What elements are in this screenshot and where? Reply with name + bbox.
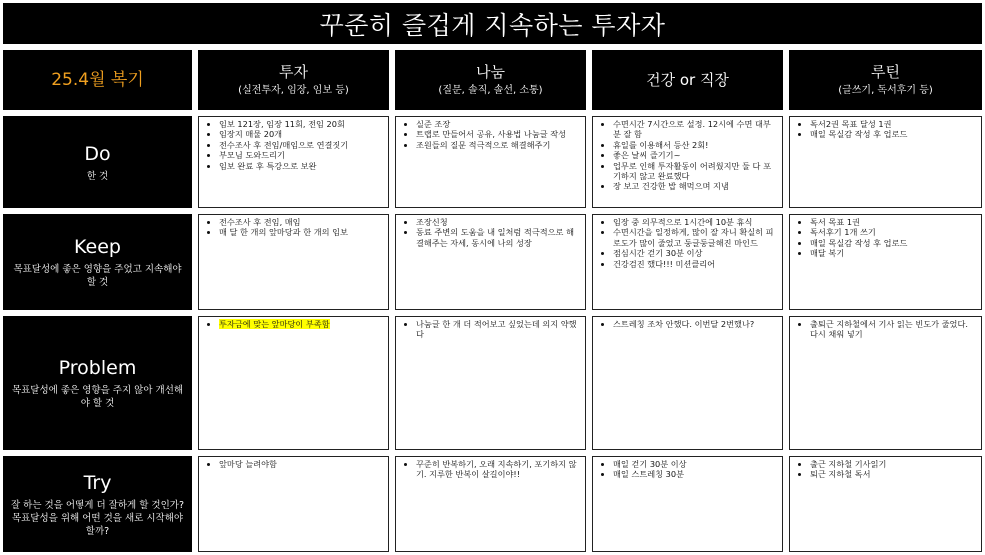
list-item: • 임보 121장, 임장 11회, 전임 20회 xyxy=(219,119,384,129)
list-item: • 매달 복기 xyxy=(810,248,977,258)
row-subtitle: 목표달성에 좋은 영향을 주지 않아 개선해야 할 것 xyxy=(11,385,184,409)
list-item: • 임장지 매물 20개 xyxy=(219,129,384,139)
list-item: • 퇴근 지하철 독서 xyxy=(810,469,977,479)
list-item: • 매일 목실감 작성 후 업로드 xyxy=(810,129,977,139)
cell-keep-investment xyxy=(198,214,389,310)
list-item: • 독서2권 목표 달성 1권 xyxy=(810,119,977,129)
bullet-list xyxy=(794,217,977,259)
list-item: • 수면시간을 일정하게, 많이 잘 자니 확실히 피로도가 많이 줄었고 둥글둥글해진 마인드 xyxy=(613,227,778,248)
cell-try-investment xyxy=(198,456,389,552)
list-item: • 전수조사 후 전임/매임으로 연결짓기 xyxy=(219,140,384,150)
list-item: • 장 보고 건강한 밥 해먹으며 지냄 xyxy=(613,181,778,191)
list-item: • 나눔글 한 개 더 적어보고 싶었는데 의지 약했다 xyxy=(416,319,581,340)
list-item: • 앞마당 늘려야함 xyxy=(219,459,384,469)
cell-try-sharing xyxy=(395,456,586,552)
list-item: • 스트레칭 조차 안했다. 이번달 2번했나? xyxy=(613,319,778,329)
page-title: 꾸준히 즐겁게 지속하는 투자자 xyxy=(3,3,982,44)
list-item xyxy=(219,319,384,329)
bullet-list xyxy=(400,319,581,340)
list-item: • 전수조사 후 전임, 매임 xyxy=(219,217,384,227)
bullet-list xyxy=(794,119,977,140)
list-item: • 조장신청 xyxy=(416,217,581,227)
row-subtitle: 한 것 xyxy=(86,170,109,182)
bullet-list xyxy=(400,459,581,480)
column-subtitle: (글쓰기, 독서후기 등) xyxy=(838,84,933,96)
list-item: • 매일 걷기 30분 이상 xyxy=(613,459,778,469)
bullet-list xyxy=(597,319,778,329)
cell-keep-sharing xyxy=(395,214,586,310)
review-period-label: 25.4월 복기 xyxy=(51,69,144,90)
row-subtitle: 잘 하는 것을 어떻게 더 잘하게 할 것인가? 목표달성을 위해 어떤 것을 새로 시작해야 할까? xyxy=(10,499,184,537)
column-subtitle: (질문, 솔직, 솔선, 소통) xyxy=(438,84,543,96)
bullet-list xyxy=(794,319,977,340)
list-item: • 출근 지하철 기사읽기 xyxy=(810,459,977,469)
column-title: 루틴 xyxy=(871,62,900,81)
list-item: • 동료 주변의 도움을 내 일처럼 적극적으로 해결해주는 자세, 동시에 나의 성장 xyxy=(416,227,581,248)
column-header-health-work xyxy=(592,50,783,110)
list-item: • 매 달 한 개의 앞마당과 한 개의 임보 xyxy=(219,227,384,237)
cell-problem-investment xyxy=(198,316,389,450)
cell-keep-routine xyxy=(789,214,982,310)
bullet-list xyxy=(794,459,977,480)
bullet-list xyxy=(203,217,384,238)
list-item: • 임보 완료 후 특강으로 보완 xyxy=(219,161,384,171)
cell-try-routine xyxy=(789,456,982,552)
cell-keep-health-work xyxy=(592,214,783,310)
row-label-keep xyxy=(3,214,192,310)
list-item: • 독서후기 1개 쓰기 xyxy=(810,227,977,237)
list-item: • 매일 목실감 작성 후 업로드 xyxy=(810,238,977,248)
cell-problem-health-work xyxy=(592,316,783,450)
row-label-try xyxy=(3,456,192,552)
bullet-list xyxy=(597,459,778,480)
list-item: • 꾸준히 반복하기, 오래 지속하기, 포기하지 않기. 지루한 반복이 살길이야!! xyxy=(416,459,581,480)
row-label-problem xyxy=(3,316,192,450)
cell-try-health-work xyxy=(592,456,783,552)
row-subtitle: 목표달성에 좋은 영향을 주었고 지속해야 할 것 xyxy=(13,264,182,288)
bullet-list xyxy=(597,217,778,269)
list-item: • 출퇴근 지하철에서 기사 읽는 빈도가 줄었다. 다시 채워 넣기 xyxy=(810,319,977,340)
cell-problem-sharing xyxy=(395,316,586,450)
column-title: 나눔 xyxy=(476,62,505,81)
list-item: • 건강검진 했다!!! 미션클리어 xyxy=(613,259,778,269)
row-title: Try xyxy=(83,471,112,494)
column-header-routine xyxy=(789,50,982,110)
cell-do-sharing xyxy=(395,116,586,208)
bullet-list xyxy=(203,319,384,329)
bullet-list xyxy=(203,459,384,469)
cell-do-health-work xyxy=(592,116,783,208)
list-item: • 실준 조장 xyxy=(416,119,581,129)
column-subtitle: (실전투자, 임장, 임보 등) xyxy=(238,84,349,96)
cell-do-routine xyxy=(789,116,982,208)
row-title: Keep xyxy=(74,236,121,258)
list-item: • 부모님 도와드리기 xyxy=(219,150,384,160)
bullet-list xyxy=(203,119,384,171)
highlighted-text: 투자금에 맞는 앞마당이 부족함 xyxy=(219,319,330,329)
list-item: • 트랩로 만들어서 공유, 사용법 나눔글 작성 xyxy=(416,129,581,139)
bullet-list xyxy=(597,119,778,192)
cell-do-investment xyxy=(198,116,389,208)
review-period-header xyxy=(3,50,192,110)
list-item: • 수면시간 7시간으로 설정. 12시에 수면 대부분 잘 함 xyxy=(613,119,778,140)
bullet-list xyxy=(400,119,581,150)
list-item: • 임장 중 의무적으로 1시간에 10분 휴식 xyxy=(613,217,778,227)
bullet-list xyxy=(400,217,581,248)
list-item: • 휴일를 이용해서 등산 2회! xyxy=(613,140,778,150)
column-title: 건강 or 직장 xyxy=(646,70,729,89)
list-item: • 조원들의 질문 적극적으로 해결해주기 xyxy=(416,140,581,150)
row-title: Problem xyxy=(58,357,137,379)
list-item: • 매일 스트레칭 30분 xyxy=(613,469,778,479)
column-title: 투자 xyxy=(279,62,308,81)
list-item: • 좋은 날씨 즐기기~ xyxy=(613,150,778,160)
column-header-sharing xyxy=(395,50,586,110)
list-item: • 업무로 인해 투자활동이 어려웠지만 둘 다 포기하지 않고 완료했다 xyxy=(613,161,778,182)
row-title: Do xyxy=(84,142,111,165)
list-item: • 독서 목표 1권 xyxy=(810,217,977,227)
cell-problem-routine xyxy=(789,316,982,450)
row-label-do xyxy=(3,116,192,208)
list-item: • 점심시간 걷기 30분 이상 xyxy=(613,248,778,258)
column-header-investment xyxy=(198,50,389,110)
